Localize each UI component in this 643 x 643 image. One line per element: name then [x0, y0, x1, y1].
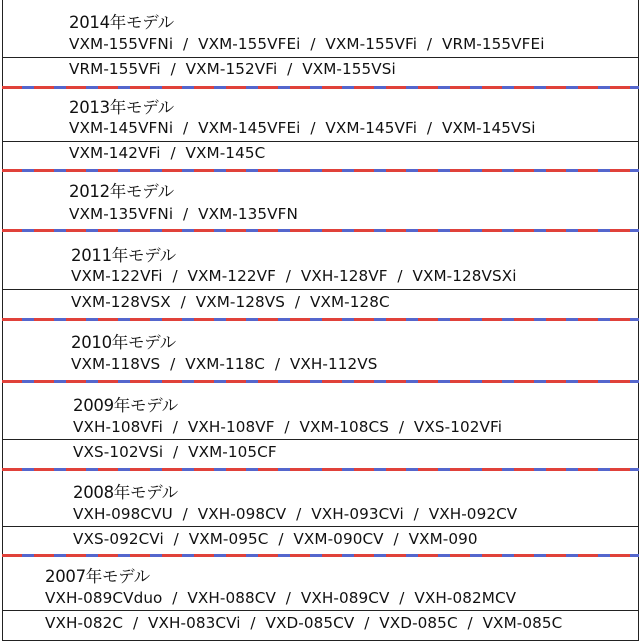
row-divider [3, 289, 638, 290]
group-title: 2012年モデル [69, 182, 174, 201]
row-divider [3, 526, 638, 527]
model-group-2014 [2, 0, 639, 86]
model-line: VXM-155VFNi / VXM-155VFEi / VXM-155VFi / VRM-155VFEi [69, 35, 545, 53]
model-line: VXH-098CVU / VXH-098CV / VXH-093CVi / VXH-092CV [73, 505, 518, 523]
model-line: VRM-155VFi / VXM-152VFi / VXM-155VSi [69, 60, 396, 78]
model-group-2012 [2, 172, 639, 229]
model-line: VXS-092CVi / VXM-095C / VXM-090CV / VXM-090 [73, 530, 478, 548]
group-title: 2010年モデル [71, 333, 176, 352]
group-title: 2014年モデル [69, 13, 174, 32]
group-title: 2008年モデル [73, 483, 178, 502]
model-line: VXM-145VFNi / VXM-145VFEi / VXM-145VFi / VXM-145VSi [69, 119, 536, 137]
model-line: VXH-082C / VXH-083CVi / VXD-085CV / VXD-085C / VXM-085C [45, 614, 563, 632]
row-divider [3, 439, 638, 440]
row-divider [3, 141, 638, 142]
model-line: VXM-142VFi / VXM-145C [69, 144, 266, 162]
model-group-2013 [2, 89, 639, 169]
model-line: VXS-102VSi / VXM-105CF [73, 443, 277, 461]
model-line: VXM-128VSX / VXM-128VS / VXM-128C [71, 293, 390, 311]
row-divider [3, 610, 638, 611]
group-title: 2011年モデル [71, 246, 176, 265]
group-title: 2009年モデル [73, 396, 178, 415]
group-title: 2013年モデル [69, 98, 174, 117]
model-group-2007 [2, 557, 639, 641]
group-title: 2007年モデル [45, 567, 150, 586]
model-line: VXH-108VFi / VXH-108VF / VXM-108CS / VXS-102VFi [73, 418, 503, 436]
model-line: VXM-118VS / VXM-118C / VXH-112VS [71, 355, 378, 373]
model-line: VXM-135VFNi / VXM-135VFN [69, 205, 298, 223]
model-group-2010 [2, 321, 639, 380]
model-group-2011 [2, 232, 639, 318]
model-line: VXM-122VFi / VXM-122VF / VXH-128VF / VXM-128VSXi [71, 267, 517, 285]
model-line: VXH-089CVduo / VXH-088CV / VXH-089CV / VXH-082MCV [45, 589, 517, 607]
model-group-2009 [2, 383, 639, 468]
row-divider [3, 57, 638, 58]
model-group-2008 [2, 471, 639, 554]
